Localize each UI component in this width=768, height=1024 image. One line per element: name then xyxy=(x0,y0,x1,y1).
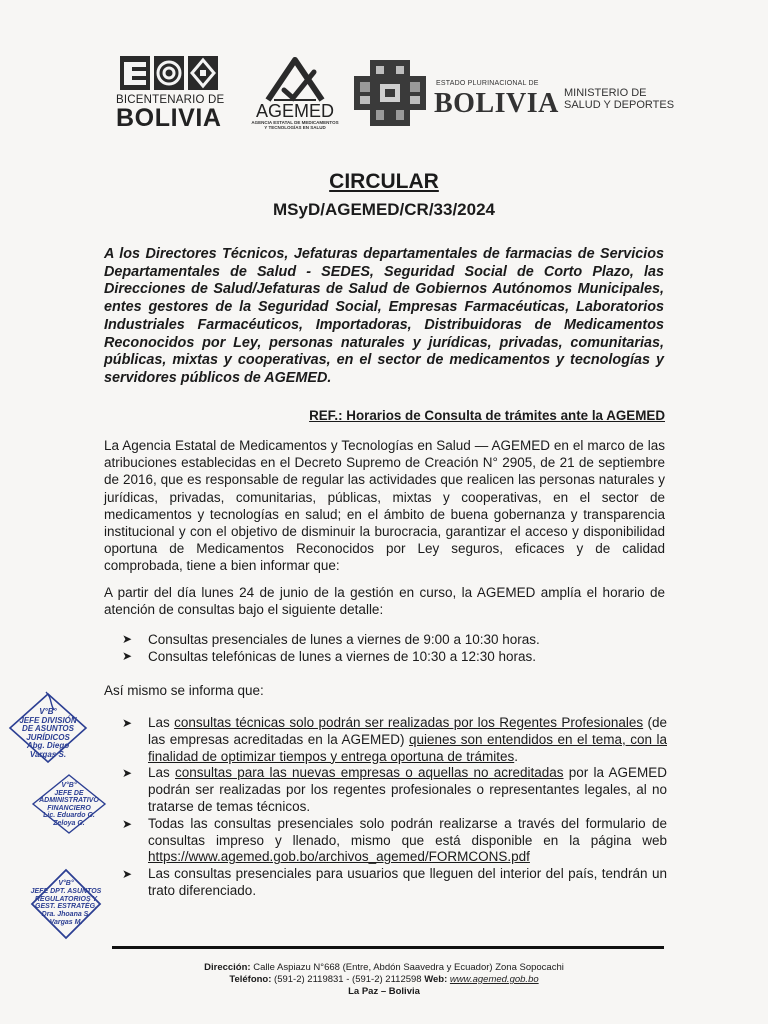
stamp-line: JEFE DIVISIÓN xyxy=(19,715,77,725)
document-title: CIRCULAR xyxy=(329,170,439,193)
list-item xyxy=(122,816,667,866)
footer-address: Dirección: Calle Aspiazu N°668 (Entre, Abdón Saavedra y Ecuador) Zona Sopocachi xyxy=(204,962,564,973)
stamp-vobo: V°B° xyxy=(39,707,57,716)
bicentenario-line1: BICENTENARIO DE xyxy=(116,94,225,106)
arrow-bullet-icon: ➤ xyxy=(122,716,133,730)
stamp-line: JEFE DPT. ASUNTOS xyxy=(30,887,102,895)
stamp-line: FINANCIERO xyxy=(47,804,91,812)
stamp-line: Dra. Jhoana S. xyxy=(41,911,91,919)
arrow-bullet-icon: ➤ xyxy=(122,867,133,882)
footer-web-link[interactable]: www.agemed.gob.bo xyxy=(449,973,539,985)
stamp-line: Vargas M. xyxy=(49,918,83,926)
stamp-line: ADMINISTRATIVO xyxy=(39,797,99,805)
agemed-logo xyxy=(250,56,340,144)
list-item xyxy=(122,648,667,665)
list-item xyxy=(122,765,667,815)
approval-stamp-regulatory xyxy=(28,866,104,942)
bolivia-label: BOLIVIA xyxy=(434,88,559,119)
stamp-line: Zeloya G. xyxy=(53,819,85,827)
stamp-line: REGULATORIOS Y xyxy=(34,895,98,903)
note-text: Las consultas presenciales para usuarios que lleguen del interior del país, tendrán un trato diferenciado. xyxy=(148,866,667,898)
list-item xyxy=(122,715,667,765)
estado-label: ESTADO PLURINACIONAL DE xyxy=(436,80,539,87)
schedule-list xyxy=(122,631,667,665)
schedule-item-text: Consultas presenciales de lunes a viernes de 9:00 a 10:30 horas. xyxy=(148,632,540,647)
form-link[interactable]: https://www.agemed.gob.bo/archivos_agemed/FORMCONS.pdf xyxy=(148,849,530,865)
addressee-paragraph: A los Directores Técnicos, Jefaturas departamentales de farmacias de Servicios Departamentales de Salud - SEDES, Seguridad Social de Corto Plazo, las Direcciones de Salud/Jefaturas de Salud de Gobiernos Autónomos Municipales, entes gestores de la Seguridad Social, Empresas Farmacéuticas, Laboratorios Industriales Farmacéuticos, Importadoras, Distribuidoras de Medicamentos Reconocidos por Ley, personas naturales y jurídicas, privadas, comunitarias, públicas, mixtas y cooperativas, en el sector de medicamentos y tecnologías y servidores públicos de AGEMED. xyxy=(104,246,664,386)
stamp-line: JURÍDICOS xyxy=(26,732,70,742)
ministerio-line2: SALUD Y DEPORTES xyxy=(564,99,675,111)
stamp-line: GEST. ESTRATÉG. xyxy=(35,903,97,911)
list-item xyxy=(122,631,667,648)
bicentenario-mark-icon xyxy=(120,56,230,90)
stamp-line: DE ASUNTOS xyxy=(21,724,74,733)
note-text: Todas las consultas presenciales solo podrán realizarse a través del formulario de consultas impreso y llenado, mismo que está disponible en la página web https://www.agemed.gob.bo/archivos_agemed/FORMCONS.pdf xyxy=(148,815,667,865)
note-text: Las consultas para las nuevas empresas o aquellas no acreditadas por la AGEMED podrán ser realizadas por los regentes profesionales o representantes legales, al no tratarse de temas técnicos. xyxy=(148,765,667,814)
agemed-subtitle: AGENCIA ESTATAL DE MEDICAMENTOS Y TECNOLOGÍAS EN SALUD xyxy=(251,120,339,130)
approval-stamp-admin xyxy=(30,772,108,836)
footer-divider xyxy=(112,946,664,949)
footer xyxy=(0,962,768,997)
stamp-vobo: V°B° xyxy=(61,782,77,789)
footer-phone: Teléfono: (591-2) 2119831 - (591-2) 2112598 Web: www.agemed.gob.bo xyxy=(229,973,539,985)
stamp-vobo: V°B° xyxy=(58,880,74,887)
stamp-line: Vargas S. xyxy=(29,749,67,759)
notes-intro: Así mismo se informa que: xyxy=(104,683,264,698)
schedule-paragraph: A partir del día lunes 24 de junio de la gestión en curso, la AGEMED amplía el horario de atención de consultas bajo el siguiente detalle: xyxy=(104,585,665,618)
arrow-bullet-icon: ➤ xyxy=(122,766,133,781)
approval-stamp-legal xyxy=(6,690,90,764)
agemed-name: AGEMED xyxy=(255,101,334,121)
bicentenario-line2: BOLIVIA xyxy=(116,104,222,132)
reference-line: REF.: Horarios de Consulta de trámites ante la AGEMED xyxy=(309,408,665,423)
ministerio-label xyxy=(564,87,674,111)
ministerio-line1: MINISTERIO DE xyxy=(564,87,647,99)
bolivia-emblem-icon xyxy=(352,58,428,128)
intro-paragraph: La Agencia Estatal de Medicamentos y Tecnologías en Salud — AGEMED en el marco de las atribuciones establecidas en el Decreto Supremo de Creación N° 2905, de 21 de septiembre de 2016, que es responsable de regular las actividades que realicen las personas naturales y jurídicas, privadas, comunitarias, públicas, mixtas y cooperativas, en el sector de medicamentos y tecnologías en salud; en el ámbito de buena gobernanza y transparencia institucional y con el objetivo de disminuir la burocracia, garantizar el acceso y disponibilidad oportuna de Medicamentos Reconocidos por Ley seguros, eficaces y de calidad comprobada, tiene a bien informar que: xyxy=(104,438,665,574)
notes-list xyxy=(122,715,667,900)
arrow-bullet-icon: ➤ xyxy=(122,632,133,646)
bicentenario-logo xyxy=(116,56,230,134)
arrow-bullet-icon: ➤ xyxy=(122,649,133,664)
agemed-mark-icon xyxy=(260,56,330,104)
arrow-bullet-icon: ➤ xyxy=(122,816,133,831)
stamp-line: Abg. Diego xyxy=(26,741,70,750)
stamp-line: Lic. Eduardo G. xyxy=(43,812,95,820)
estado-bolivia-logo xyxy=(352,58,559,128)
note-text: Las consultas técnicas solo podrán ser realizadas por los Regentes Profesionales (de las empresas acreditadas en la AGEMED) quienes son entendidos en el tema, con la finalidad de optimizar tiempos y entrega oportuna de trámites. xyxy=(148,715,667,764)
schedule-item-text: Consultas telefónicas de lunes a viernes de 10:30 a 12:30 horas. xyxy=(148,649,537,665)
list-item xyxy=(122,866,667,900)
footer-city: La Paz – Bolivia xyxy=(348,985,420,997)
document-code: MSyD/AGEMED/CR/33/2024 xyxy=(272,200,496,219)
stamp-line: JEFE DE xyxy=(54,789,84,797)
